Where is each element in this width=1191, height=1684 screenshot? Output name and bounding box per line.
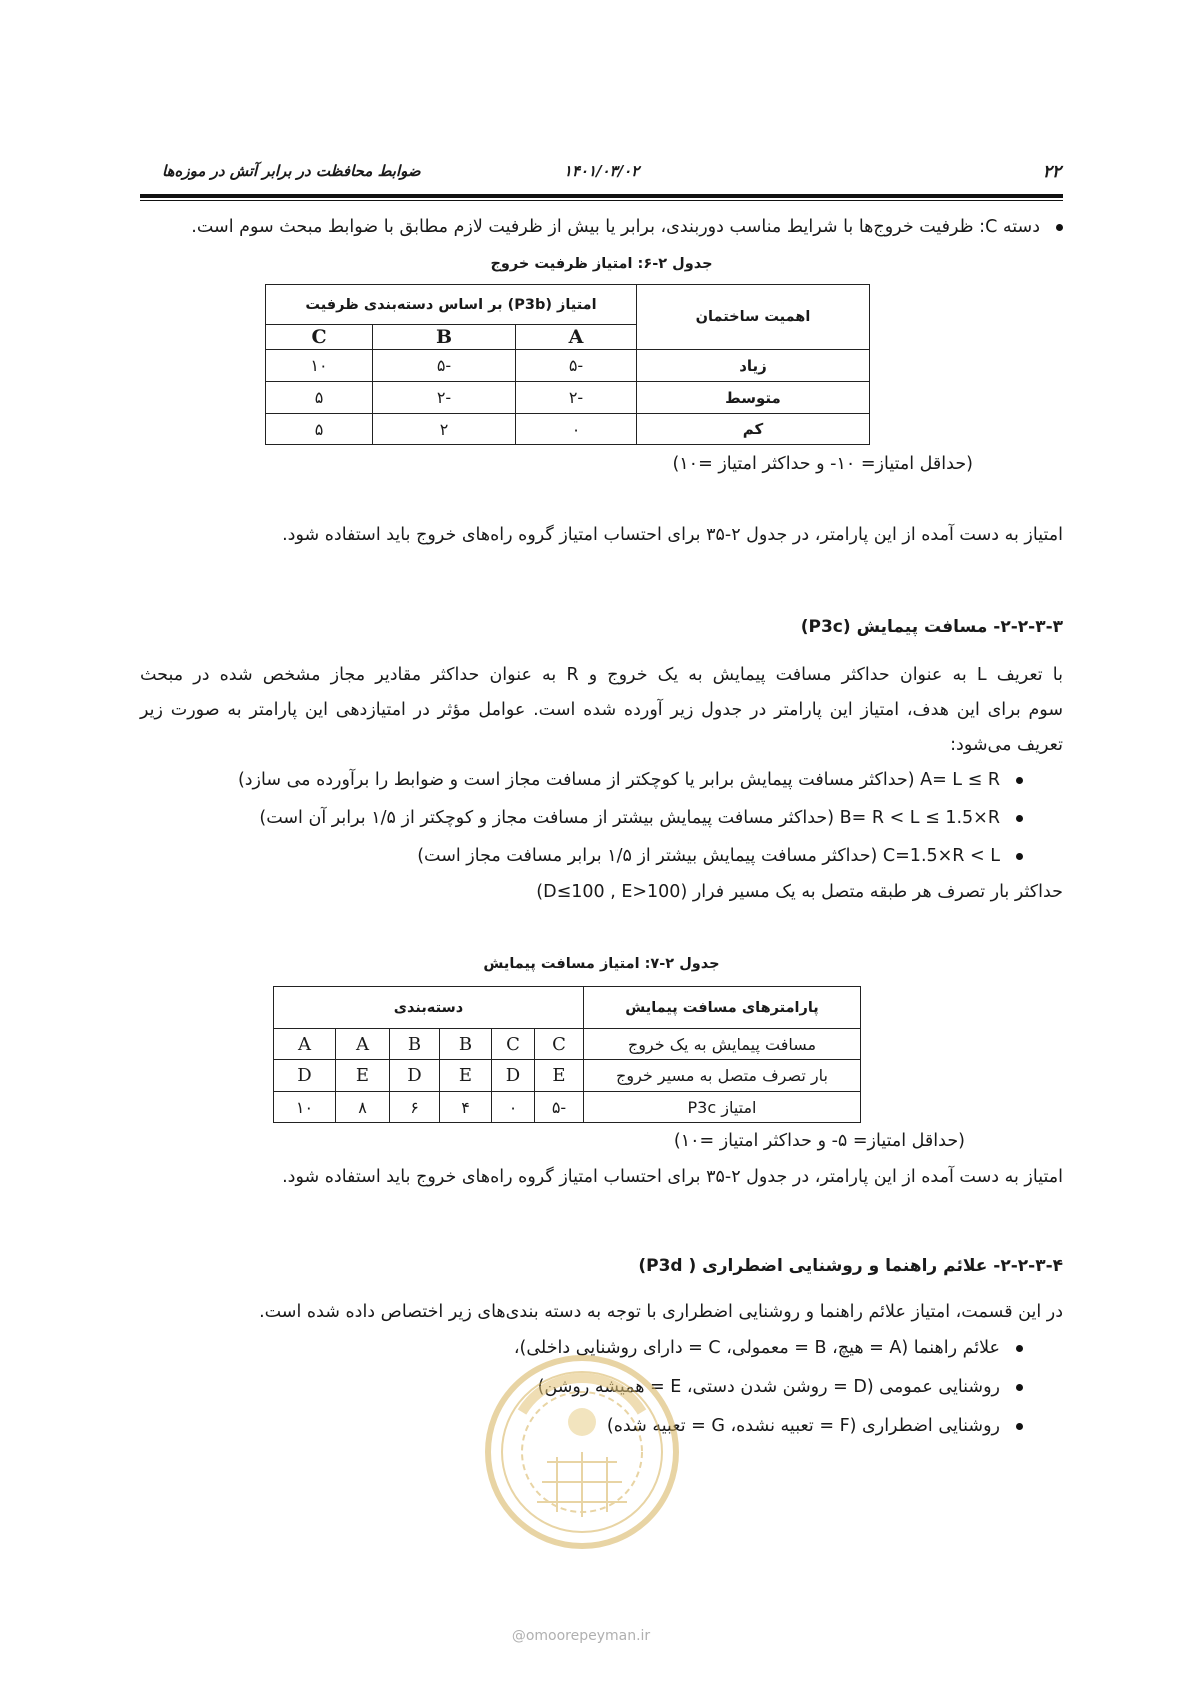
table1-row-label: زیاد (637, 350, 870, 382)
header-rule-thin (140, 200, 1063, 201)
table-row (274, 1029, 861, 1060)
table2-cell: D (492, 1060, 535, 1092)
list-item: C=1.5×R < L (حداکثر مسافت پیمایش بیشتر از ۱/۵ برابر مسافت مجاز است) (140, 843, 1023, 869)
list-item: A= L ≤ R (حداکثر مسافت پیمایش برابر یا کوچکتر از مسافت مجاز است و ضوابط را برآورده می سازد) (140, 767, 1023, 793)
table1-cell: ۱۰ (266, 350, 373, 382)
occupancy-line: حداکثر بار تصرف هر طبقه متصل به یک مسیر فرار (D≤100 , E>100) (536, 882, 1063, 902)
section-heading-p3d: ۲-۲-۳-۴- علائم راهنما و روشنایی اضطراری ( P3d) (638, 1256, 1063, 1276)
bullet-icon (1016, 853, 1023, 860)
table1-cat: A (516, 325, 637, 350)
table2-note: (حداقل امتیاز= ۵- و حداکثر امتیاز =۱۰) (673, 1131, 965, 1151)
table1-cell: -۲ (373, 382, 516, 414)
list-item: B= R < L ≤ 1.5×R (حداکثر مسافت پیمایش بیشتر از مسافت مجاز و کوچکتر از ۱/۵ برابر آن است) (140, 805, 1023, 831)
table2-cell: D (274, 1060, 336, 1092)
paragraph-line: سوم برای این هدف، امتیاز این پارامتر در جدول زیر آورده شده است. عوامل مؤثر در امتیازدهی این پارامتر به صورت زیر (140, 700, 1063, 720)
table2-cell: ۰ (492, 1092, 535, 1123)
table1-col-score: امتیاز (P3b) بر اساس دسته‌بندی ظرفیت (266, 285, 637, 325)
bullet-icon (1016, 1423, 1023, 1430)
table2-cell: -۵ (535, 1092, 584, 1123)
paragraph: امتیاز به دست آمده از این پارامتر، در جدول ۲-۳۵ برای احتساب امتیاز گروه راه‌های خروج باید استفاده شود. (282, 525, 1063, 545)
bullet-icon (1016, 1345, 1023, 1352)
table1-row-label: متوسط (637, 382, 870, 414)
table2-cell: C (535, 1029, 584, 1060)
paragraph: امتیاز به دست آمده از این پارامتر، در جدول ۲-۳۵ برای احتساب امتیاز گروه راه‌های خروج باید استفاده شود. (282, 1167, 1063, 1187)
travel-distance-table (273, 986, 861, 1123)
table2-row-label: امتیاز P3c (584, 1092, 861, 1123)
table2-cell: E (535, 1060, 584, 1092)
bullet-icon (1016, 815, 1023, 822)
table2-cell: A (274, 1029, 336, 1060)
table2-caption: جدول ۲-۷: امتیاز مسافت پیمایش (483, 956, 720, 972)
table1-cell: -۵ (373, 350, 516, 382)
table2-col-params: پارامترهای مسافت پیمایش (584, 987, 861, 1029)
table2-cell: A (336, 1029, 390, 1060)
table1-note: (حداقل امتیاز= ۱۰- و حداکثر امتیاز =۱۰) (672, 454, 973, 474)
table2-cell: C (492, 1029, 535, 1060)
page-number: ۲۲ (1042, 162, 1061, 182)
header-rule (140, 194, 1063, 198)
table2-cell: B (390, 1029, 440, 1060)
table2-col-class: دسته‌بندی (274, 987, 584, 1029)
paragraph: در این قسمت، امتیاز علائم راهنما و روشنایی اضطراری با توجه به دسته بندی‌های زیر اختصاص داده شده است. (259, 1302, 1063, 1322)
table2-cell: ۶ (390, 1092, 440, 1123)
table1-cat: C (266, 325, 373, 350)
table2-cell: E (440, 1060, 492, 1092)
table1-caption: جدول ۲-۶: امتیاز ظرفیت خروج (490, 256, 713, 272)
table1-cell: ۵ (266, 382, 373, 414)
table2-row-label: مسافت پیمایش به یک خروج (584, 1029, 861, 1060)
table-row (266, 382, 870, 414)
table1-cell: ۵ (266, 414, 373, 445)
table-row (274, 1092, 861, 1123)
table1-cell: -۵ (516, 350, 637, 382)
section-heading-p3c: ۲-۲-۳-۳- مسافت پیمایش (P3c) (800, 617, 1063, 637)
seal-logo-icon (482, 1352, 682, 1552)
exit-capacity-table (265, 284, 870, 445)
list-item: علائم راهنما (A = هیچ، B = معمولی، C = دارای روشنایی داخلی)، (140, 1335, 1023, 1361)
table-row (266, 414, 870, 445)
page-header (140, 158, 1063, 190)
bullet-icon (1056, 224, 1063, 231)
table2-cell: D (390, 1060, 440, 1092)
table1-cat: B (373, 325, 516, 350)
intro-bullet: دسته C: ظرفیت خروج‌ها با شرایط مناسب دوربندی، برابر یا بیش از ظرفیت لازم مطابق با ضوابط مبحث سوم است. (140, 214, 1063, 240)
paragraph-line: تعریف می‌شود: (950, 735, 1063, 755)
header-date: ۱۴۰۱/۰۳/۰۲ (563, 162, 640, 180)
table2-cell: ۴ (440, 1092, 492, 1123)
list-item: روشنایی اضطراری (F = تعبیه نشده، G = تعبیه شده) (140, 1413, 1023, 1439)
paragraph-line: با تعریف L به عنوان حداکثر مسافت پیمایش به یک خروج و R به عنوان حداکثر مقادیر مجاز مشخص شده در مبحث (140, 665, 1063, 685)
header-title: ضوابط محافظت در برابر آتش در موزه‌ها (162, 162, 421, 180)
list-item: روشنایی عمومی (D = روشن شدن دستی، E = همیشه روشن) (140, 1374, 1023, 1400)
table2-cell: ۱۰ (274, 1092, 336, 1123)
table-row (266, 350, 870, 382)
table1-row-label: کم (637, 414, 870, 445)
table1-col-building: اهمیت ساختمان (637, 285, 870, 350)
watermark-text: @omoorepeyman.ir (511, 1628, 651, 1644)
table-row (274, 1060, 861, 1092)
table2-cell: E (336, 1060, 390, 1092)
bullet-icon (1016, 1384, 1023, 1391)
table1-cell: ۲ (373, 414, 516, 445)
bullet-icon (1016, 777, 1023, 784)
table2-row-label: بار تصرف متصل به مسیر خروج (584, 1060, 861, 1092)
table1-cell: ۰ (516, 414, 637, 445)
table1-cell: -۲ (516, 382, 637, 414)
table2-cell: ۸ (336, 1092, 390, 1123)
table2-cell: B (440, 1029, 492, 1060)
